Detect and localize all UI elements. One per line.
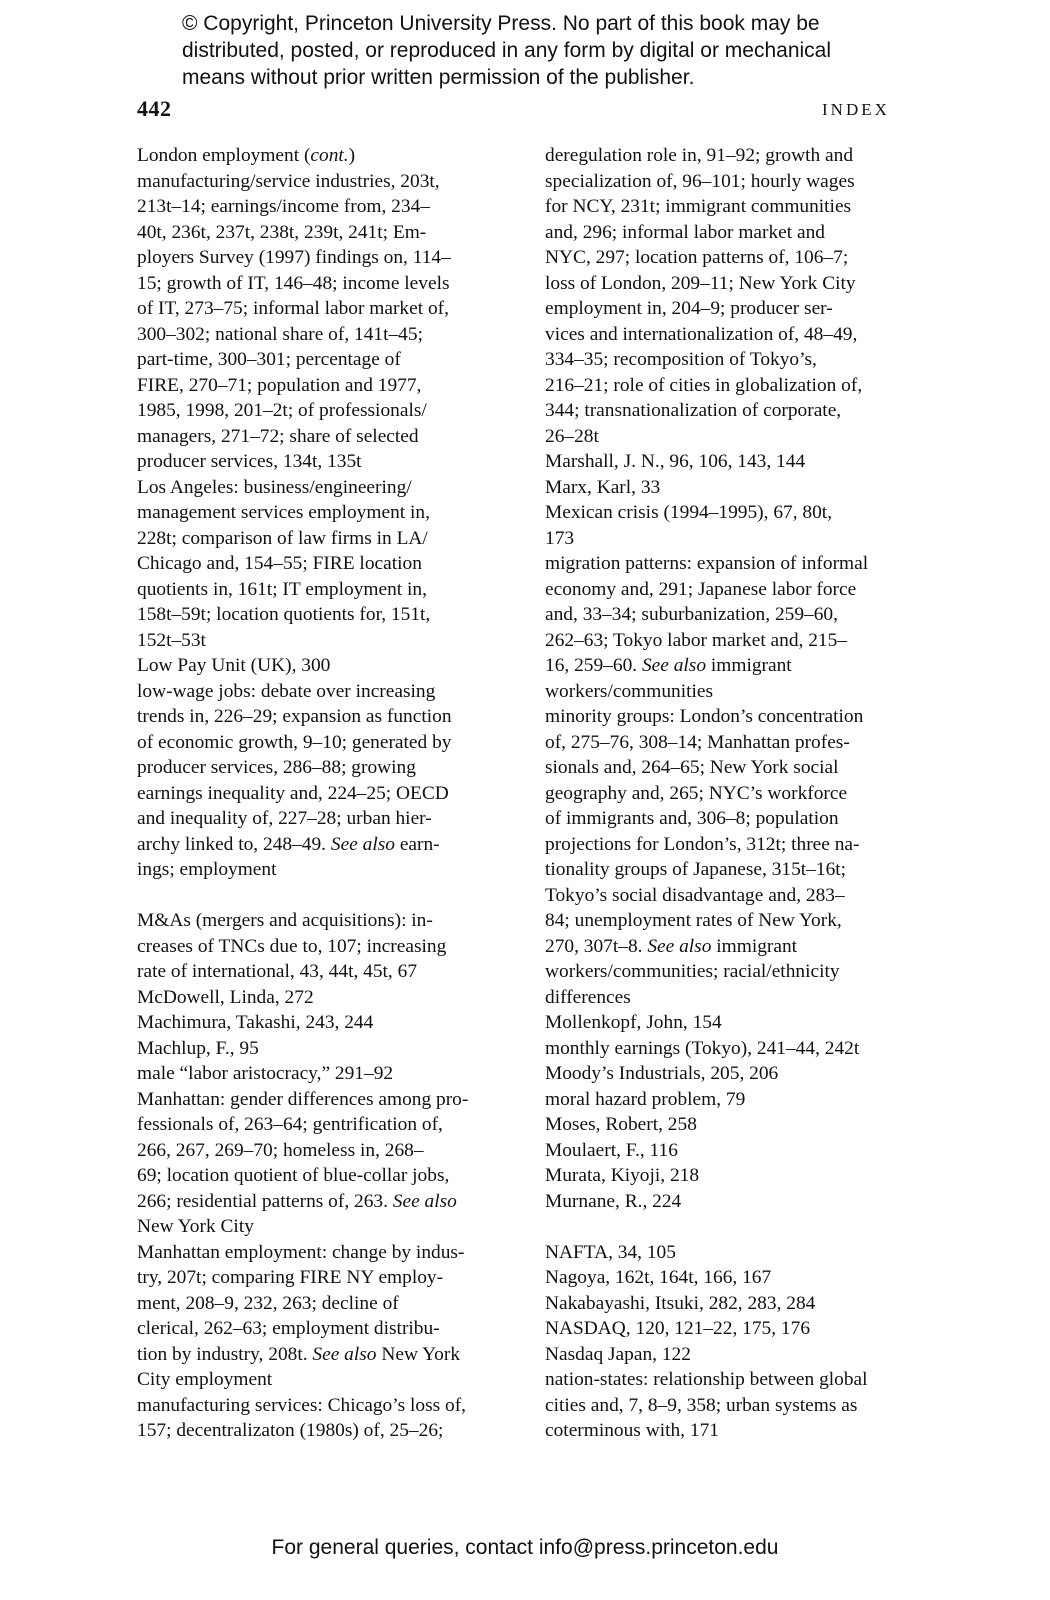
index-entry [545,475,925,501]
index-entry-line: Manhattan employment: change by indus- [137,1241,465,1263]
index-entry-line: sionals and, 264–65; New York social [545,757,839,778]
index-entry-line: geography and, 265; NYC’s workforce [545,782,848,804]
index-entry-line: 84; unemployment rates of New York, [545,910,842,931]
index-entry-line: Murnane, R., 224 [545,1190,682,1212]
index-entry-line: specialization of, 96–101; hourly wages [545,170,855,192]
index-entry-line: 16, 259–60. See also immigrant [545,655,792,676]
running-head: INDEX [822,100,890,119]
index-entry-line: 15; growth of IT, 146–48; income levels [137,272,450,294]
footer-contact: For general queries, contact info@press.princeton.edu [271,1536,779,1559]
index-entry-line: cities and, 7, 8–9, 358; urban systems as [545,1394,858,1416]
index-entry-line: Machimura, Takashi, 243, 244 [137,1012,374,1033]
index-entry-line: rate of international, 43, 44t, 45t, 67 [137,961,418,982]
index-entry [545,1367,925,1444]
index-entry [545,143,925,449]
index-entry [545,449,925,475]
index-entry-line: 270, 307t–8. See also immigrant [545,935,798,957]
index-entry [545,1163,925,1189]
index-entry-line: producer services, 134t, 135t [137,451,362,472]
index-entry-line: 228t; comparison of law firms in LA/ [137,527,428,549]
index-entry [545,1291,925,1317]
index-entry-line: NAFTA, 34, 105 [545,1241,676,1263]
index-entry-line: ment, 208–9, 232, 263; decline of [137,1292,399,1314]
index-entry-line: differences [545,986,631,1008]
index-entry-line: 266, 267, 269–70; homeless in, 268– [137,1139,424,1161]
index-entry-line: FIRE, 270–71; population and 1977, [137,374,422,396]
index-entry-line: producer services, 286–88; growing [137,757,416,778]
index-entry-line: manufacturing services: Chicago’s loss of, [137,1394,467,1416]
index-entry-line: loss of London, 209–11; New York City [545,272,856,294]
page-number: 442 [137,96,172,121]
index-entry-line: deregulation role in, 91–92; growth and [545,145,854,166]
index-entry-line: 152t–53t [137,629,206,651]
index-entry-line: Marx, Karl, 33 [545,476,661,498]
index-entry-line: 262–63; Tokyo labor market and, 215– [545,629,848,651]
section-gap [545,1214,925,1240]
index-entry-line: 26–28t [545,425,599,447]
index-entry-line: 157; decentralizaton (1980s) of, 25–26; [137,1420,444,1441]
index-entry-line: part-time, 300–301; percentage of [137,349,401,370]
index-entry-line: 1985, 1998, 201–2t; of professionals/ [137,400,427,421]
index-entry-line: migration patterns: expansion of informal [545,553,869,574]
index-entry [137,143,522,475]
copyright-line: © Copyright, Princeton University Press. No part of this book may be [182,12,820,35]
index-entry-line: and, 296; informal labor market and [545,221,825,243]
index-entry-line: Marshall, J. N., 96, 106, 143, 144 [545,451,806,472]
index-entry-line: 40t, 236t, 237t, 238t, 239t, 241t; Em- [137,221,427,243]
index-column-left [137,143,522,1444]
index-entry [137,653,522,679]
index-entry-line: City employment [137,1369,273,1390]
index-entry-line: New York City [137,1216,254,1237]
index-entry-line: Los Angeles: business/engineering/ [137,476,412,498]
index-entry-line: economy and, 291; Japanese labor force [545,578,857,600]
index-entry-line: 173 [545,527,575,549]
index-entry-line: workers/communities [545,680,714,702]
index-entry-line: M&As (mergers and acquisitions): in- [137,910,433,931]
index-entry-line: Mexican crisis (1994–1995), 67, 80t, [545,502,833,523]
index-entry-line: fessionals of, 263–64; gentrification of, [137,1114,443,1135]
index-entry [545,1036,925,1062]
index-entry-line: employment in, 204–9; producer ser- [545,298,833,319]
index-entry-line: male “labor aristocracy,” 291–92 [137,1063,394,1084]
index-entry-line: Moody’s Industrials, 205, 206 [545,1063,779,1084]
index-entry-line: for NCY, 231t; immigrant communities [545,196,852,217]
index-column-right [545,143,925,1444]
index-entry-line: 266; residential patterns of, 263. See also [137,1190,457,1212]
index-entry [137,1036,522,1062]
index-entry-line: try, 207t; comparing FIRE NY employ- [137,1267,444,1288]
index-entry-line: 158t–59t; location quotients for, 151t, [137,604,431,625]
index-entry-line: coterminous with, 171 [545,1420,719,1441]
index-entry [137,985,522,1011]
copyright-line: means without prior written permission of the publisher. [182,66,695,89]
index-entry-line: manufacturing/service industries, 203t, [137,170,440,192]
index-entry-line: clerical, 262–63; employment distribu- [137,1318,440,1339]
index-entry-line: NYC, 297; location patterns of, 106–7; [545,247,849,268]
copyright-line: distributed, posted, or reproduced in any form by digital or mechanical [182,39,832,62]
index-entry-line: managers, 271–72; share of selected [137,425,419,447]
index-entry-line: Low Pay Unit (UK), 300 [137,655,331,676]
index-entry-line: tionality groups of Japanese, 315t–16t; [545,859,847,880]
index-entry [545,1010,925,1036]
index-entry-line: Chicago and, 154–55; FIRE location [137,553,422,574]
index-entry-line: London employment (cont.) [137,145,356,166]
index-entry [137,1240,522,1393]
index-entry [545,1061,925,1087]
index-entry [545,1316,925,1342]
index-entry [545,1265,925,1291]
index-entry-line: Manhattan: gender differences among pro- [137,1088,469,1110]
index-entry-line: Murata, Kiyoji, 218 [545,1165,700,1186]
index-entry [545,500,925,551]
index-entry-line: trends in, 226–29; expansion as function [137,706,452,727]
index-entry-line: 334–35; recomposition of Tokyo’s, [545,349,817,370]
index-entry-line: 213t–14; earnings/income from, 234– [137,196,430,217]
index-entry-line: creases of TNCs due to, 107; increasing [137,935,447,957]
index-entry [545,551,925,704]
index-entry [545,1087,925,1113]
index-entry-line: and, 33–34; suburbanization, 259–60, [545,604,838,625]
index-entry-line: Mollenkopf, John, 154 [545,1012,722,1033]
index-entry-line: nation-states: relationship between global [545,1369,868,1390]
index-entry-line: Tokyo’s social disadvantage and, 283– [545,884,845,906]
index-entry-line: tion by industry, 208t. See also New York [137,1343,461,1365]
index-entry-line: Nakabayashi, Itsuki, 282, 283, 284 [545,1292,816,1314]
index-entry-line: of, 275–76, 308–14; Manhattan profes- [545,731,850,753]
index-entry [545,1240,925,1266]
index-entry-line: 300–302; national share of, 141t–45; [137,323,423,345]
index-entry-line: 216–21; role of cities in globalization of, [545,374,863,396]
index-entry-line: and inequality of, 227–28; urban hier- [137,808,432,829]
index-entry-line: 69; location quotient of blue-collar jobs, [137,1165,450,1186]
index-entry-line: minority groups: London’s concentration [545,706,864,727]
index-entry-line: of IT, 273–75; informal labor market of, [137,298,449,319]
index-entry-line: projections for London’s, 312t; three na- [545,833,860,855]
index-entry [545,704,925,1010]
index-entry-line: moral hazard problem, 79 [545,1088,746,1110]
index-entry [137,908,522,985]
index-entry-line: management services employment in, [137,502,430,523]
index-entry-line: quotients in, 161t; IT employment in, [137,578,427,600]
index-entry [137,475,522,654]
index-entry-line: vices and internationalization of, 48–49, [545,323,858,345]
index-entry-line: NASDAQ, 120, 121–22, 175, 176 [545,1318,811,1339]
index-entry-line: low-wage jobs: debate over increasing [137,680,436,702]
index-entry-line: Nagoya, 162t, 164t, 166, 167 [545,1267,772,1288]
index-entry [137,679,522,883]
index-entry-line: of immigrants and, 306–8; population [545,808,839,829]
index-entry [545,1342,925,1368]
index-entry [137,1061,522,1087]
section-gap [137,883,522,909]
index-entry-line: ings; employment [137,859,277,880]
index-entry [545,1189,925,1215]
index-entry-line: 344; transnationalization of corporate, [545,400,842,421]
index-entry [137,1087,522,1240]
index-entry-line: monthly earnings (Tokyo), 241–44, 242t [545,1037,860,1059]
index-entry [137,1010,522,1036]
index-entry [545,1112,925,1138]
index-entry [545,1138,925,1164]
index-entry-line: workers/communities; racial/ethnicity [545,961,840,982]
index-entry-line: earnings inequality and, 224–25; OECD [137,782,449,804]
index-entry-line: archy linked to, 248–49. See also earn- [137,833,440,855]
index-entry-line: of economic growth, 9–10; generated by [137,731,452,753]
index-entry [137,1393,522,1444]
index-entry-line: Machlup, F., 95 [137,1037,259,1059]
index-entry-line: ployers Survey (1997) findings on, 114– [137,247,451,268]
copyright-notice [182,10,942,91]
index-entry-line: Moses, Robert, 258 [545,1114,697,1135]
index-entry-line: McDowell, Linda, 272 [137,986,314,1008]
index-entry-line: Nasdaq Japan, 122 [545,1343,691,1365]
index-entry-line: Moulaert, F., 116 [545,1139,678,1161]
